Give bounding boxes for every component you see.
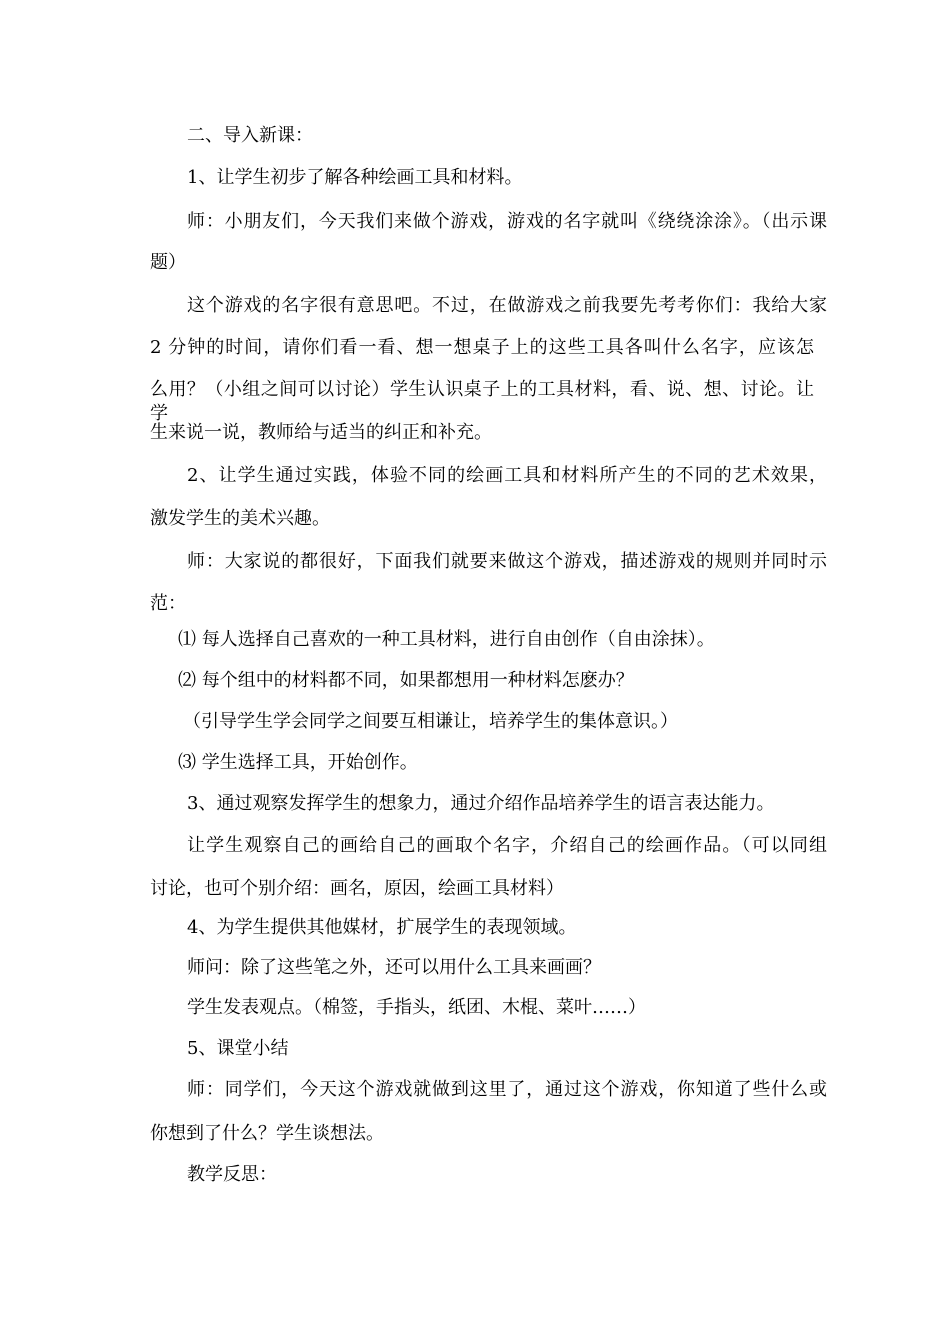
step-heading: 4、为学生提供其他媒材，扩展学生的表现领域。 — [187, 917, 577, 938]
paragraph-line: 生来说一说，教师给与适当的纠正和补充。 — [150, 422, 492, 443]
list-item: ⑶ 学生选择工具，开始创作。 — [178, 752, 418, 773]
paragraph-line: 这个游戏的名字很有意思吧。不过，在做游戏之前我要先考考你们：我给大家 — [187, 295, 827, 316]
paragraph-line: 学生发表观点。（棉签，手指头，纸团、木棍、菜叶……） — [187, 997, 646, 1018]
list-item: ⑴ 每人选择自己喜欢的一种工具材料，进行自由创作（自由涂抹）。 — [178, 629, 715, 650]
step-heading: 5、课堂小结 — [187, 1038, 289, 1059]
paragraph-line: 师：大家说的都很好，下面我们就要来做这个游戏，描述游戏的规则并同时示 — [187, 551, 827, 572]
step-heading: 2、让学生通过实践，体验不同的绘画工具和材料所产生的不同的艺术效果， — [187, 465, 827, 486]
paragraph-line: 你想到了什么？学生谈想法。 — [150, 1123, 384, 1144]
step-heading: 3、通过观察发挥学生的想象力，通过介绍作品培养学生的语言表达能力。 — [187, 793, 775, 814]
paragraph-line: 师：同学们，今天这个游戏就做到这里了，通过这个游戏，你知道了些什么或 — [187, 1079, 827, 1100]
paragraph-line: 范： — [150, 593, 186, 614]
paragraph-line: 么用？（小组之间可以讨论）学生认识桌子上的工具材料，看、说、想、讨论。让学 — [150, 379, 814, 424]
paragraph-line: 激发学生的美术兴趣。 — [150, 508, 330, 529]
paragraph-line: 师：小朋友们，今天我们来做个游戏，游戏的名字就叫《绕绕涂涂》。（出示课 — [187, 211, 827, 232]
paragraph-line: 2 分钟的时间，请你们看一看、想一想桌子上的这些工具各叫什么名字，应该怎 — [150, 337, 814, 358]
paragraph-line: 讨论，也可个别介绍：画名，原因，绘画工具材料） — [150, 878, 564, 899]
paragraph-line: 师问：除了这些笔之外，还可以用什么工具来画画？ — [187, 957, 601, 978]
section-heading: 教学反思： — [187, 1164, 277, 1185]
section-heading: 二、导入新课： — [187, 125, 313, 146]
list-item: ⑵ 每个组中的材料都不同，如果都想用一种材料怎麽办？ — [178, 670, 634, 691]
paragraph-line: 题） — [150, 252, 186, 273]
paragraph-line: （引导学生学会同学之间要互相谦让，培养学生的集体意识。） — [183, 711, 678, 732]
paragraph-line: 让学生观察自己的画给自己的画取个名字，介绍自己的绘画作品。（可以同组 — [187, 835, 827, 856]
step-heading: 1、让学生初步了解各种绘画工具和材料。 — [187, 167, 523, 188]
